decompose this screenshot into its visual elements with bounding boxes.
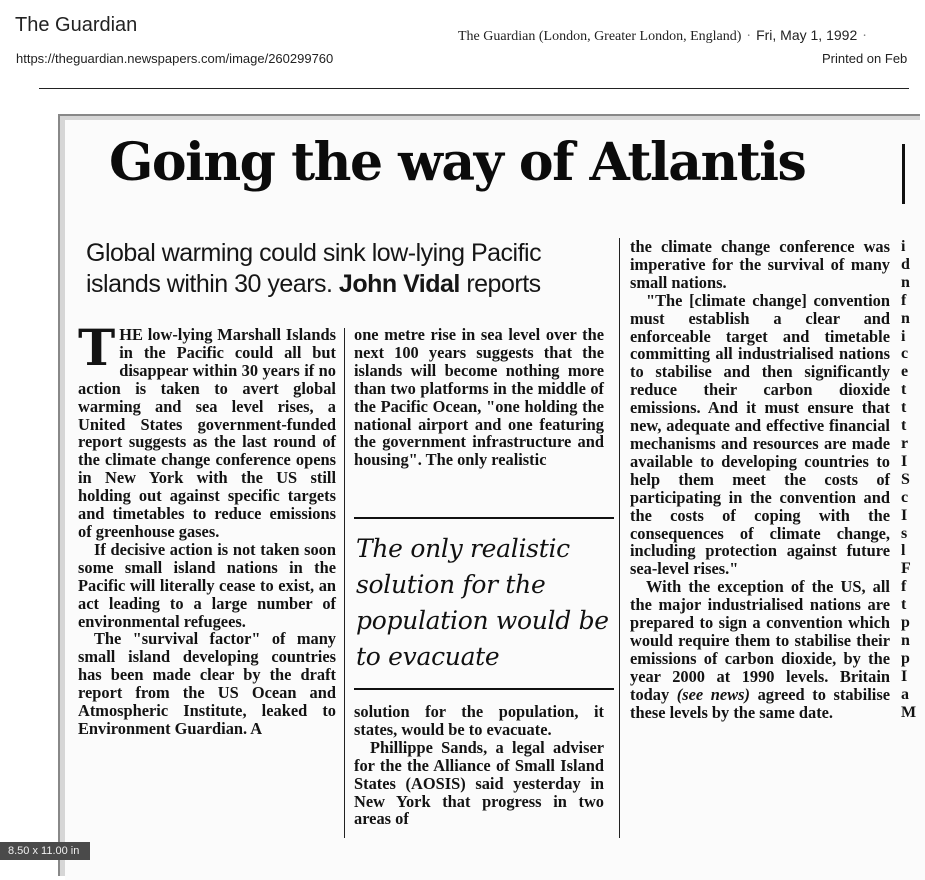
column-4-fragment: I bbox=[901, 506, 908, 524]
publication-info bbox=[458, 27, 872, 45]
standfirst-text: Global warming could sink low-lying Pacific islands within 30 years. bbox=[86, 239, 542, 298]
separator: · bbox=[746, 29, 752, 44]
column-4-fragment: e bbox=[901, 363, 909, 381]
column-4-fragment: n bbox=[901, 309, 910, 327]
paragraph-text: HE low-lying Marshall Islands in the Pacific could all but disappear within 30 years if no action is taken to avert global warming and sea level rises, a United States government-funded report suggests as the last round of the climate change conference opens in New York with the US still holding out against specific targets and timetables to reduce emissions of greenhouse gases. bbox=[78, 325, 336, 541]
column-divider bbox=[344, 328, 345, 838]
paragraph: the climate change conference was imperative for the survival of many small nations. bbox=[630, 237, 890, 292]
paragraph-text: With the exception of the US, all the major industrialised nations are prepared to sign a convention which would require them to stabilise their emissions of carbon dioxide, by the year 2000 at 1990 levels. Britain today bbox=[630, 577, 890, 704]
column-4-fragment: n bbox=[901, 631, 910, 649]
article-headline: Going the way of Atlantis bbox=[109, 132, 806, 193]
paragraph: solution for the population, it states, would be to evacuate. bbox=[354, 702, 604, 739]
article-column-2-top bbox=[354, 326, 604, 469]
column-4-fragment: r bbox=[901, 434, 909, 452]
column-4-fragment: s bbox=[901, 524, 908, 542]
paragraph: one metre rise in sea level over the next 100 years suggests that the islands will become nothing more than two platforms in the middle of the Pacific Ocean, "one holding the national airport and one featuring the government infrastructure and housing". The only realistic bbox=[354, 325, 604, 470]
column-divider-right bbox=[902, 144, 905, 204]
column-4-fragment: f bbox=[901, 291, 907, 309]
byline-name: John Vidal bbox=[338, 270, 460, 298]
column-4-fragment: a bbox=[901, 685, 909, 703]
column-4-fragment: I bbox=[901, 452, 908, 470]
header-divider bbox=[39, 88, 909, 89]
column-4-fragment: f bbox=[901, 578, 907, 596]
publication-name: The Guardian (London, Greater London, England) bbox=[458, 29, 742, 44]
newspaper-clipping bbox=[58, 114, 920, 876]
column-4-fragment: i bbox=[901, 327, 906, 345]
page-url[interactable]: https://theguardian.newspapers.com/image/260299760 bbox=[16, 51, 334, 66]
column-4-fragment: i bbox=[901, 238, 906, 255]
column-4-fragment: p bbox=[901, 614, 910, 632]
column-divider bbox=[619, 238, 620, 838]
column-4-fragment: I bbox=[901, 667, 908, 685]
column-4-fragment: t bbox=[901, 596, 907, 614]
paragraph bbox=[630, 578, 890, 721]
column-4-fragment: d bbox=[901, 255, 910, 273]
publication-title: The Guardian bbox=[15, 14, 138, 36]
column-4-fragment: t bbox=[901, 399, 907, 417]
printed-on: Printed on Feb bbox=[822, 51, 908, 66]
publication-date: Fri, May 1, 1992 bbox=[756, 27, 858, 43]
column-4-fragment: M bbox=[901, 703, 917, 721]
paragraph: "The [climate change] convention must establish a clear and enforceable target and timetable committing all industrialised nations to stabilise and then significantly reduce their carbon dioxide emissions. And it must ensure that new, adequate and effective financial mechanisms and resources are made available to developing countries to help them meet the costs of participating in the convention and the costs of coping with the consequences of climate change, including protection against future sea-level rises." bbox=[630, 290, 890, 579]
clipping-page bbox=[65, 120, 925, 880]
byline-suffix: reports bbox=[466, 270, 541, 298]
separator-trailing: · bbox=[862, 29, 867, 44]
paragraph-text-end: agreed to stabilise these levels by the same date. bbox=[630, 684, 890, 722]
pull-quote: The only realistic solution for the population would be to evacuate bbox=[356, 534, 609, 671]
column-4-fragment: n bbox=[901, 273, 910, 291]
paragraph bbox=[78, 318, 336, 541]
article-column-4-fragment bbox=[901, 238, 925, 721]
page-size-badge: 8.50 x 11.00 in bbox=[0, 842, 90, 860]
article-column-2-bottom bbox=[354, 703, 604, 828]
column-4-fragment: p bbox=[901, 649, 910, 667]
drop-cap: T bbox=[78, 318, 116, 377]
column-4-fragment: S bbox=[901, 470, 910, 488]
column-4-fragment: c bbox=[901, 345, 909, 363]
paragraph: Phillippe Sands, a legal adviser for the the Alliance of Small Island States (AOSIS) said yesterday in New York that progress in two areas of bbox=[354, 737, 604, 829]
column-4-fragment: c bbox=[901, 488, 909, 506]
article-standfirst bbox=[86, 238, 606, 300]
article-column-1 bbox=[78, 318, 336, 738]
column-4-fragment: l bbox=[901, 542, 906, 560]
article-column-3 bbox=[630, 238, 890, 721]
see-news-ref: (see news) bbox=[676, 684, 750, 704]
column-4-fragment: F bbox=[901, 560, 911, 578]
pullquote-rule-top bbox=[354, 517, 614, 519]
paragraph: If decisive action is not taken soon some small island nations in the Pacific will literally cease to exist, an act leading to a large number of environmental refugees. bbox=[78, 539, 336, 631]
column-4-fragment: t bbox=[901, 417, 907, 435]
paragraph: The "survival factor" of many small island developing countries has been made clear by the draft report from the US Ocean and Atmospheric Institute, leaked to Environment Guardian. A bbox=[78, 629, 336, 738]
pullquote-rule-bottom bbox=[354, 688, 614, 690]
column-4-fragment: t bbox=[901, 381, 907, 399]
